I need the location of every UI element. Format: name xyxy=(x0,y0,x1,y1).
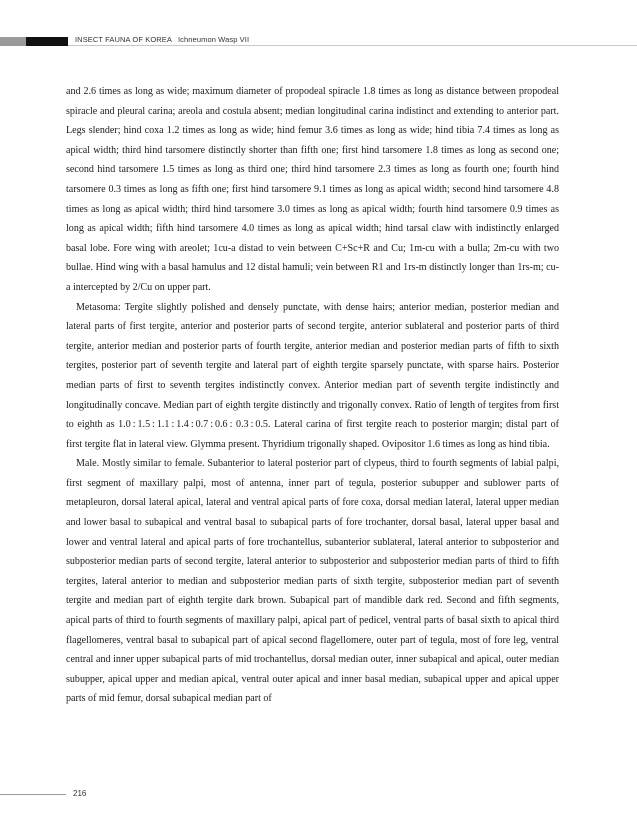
header-bar-grey xyxy=(0,37,26,46)
paragraph-metasoma: Metasoma: Tergite slightly polished and densely punctate, with dense hairs; anterior median, posterior median and lateral parts of first tergite, anterior and posterior parts of second tergite, anterior sublateral and posterior parts of third tergite, anterior median and posterior parts of fourth tergite, anterior median and posterior median parts of fifth to sixth tergites, posterior part of seventh tergite and lateral part of eighth tergite sparsely punctate, with sparse hairs. Posterior median parts of first to seventh tergites indistinctly convex. Anterior median part of seventh tergite indistinctly and longitudinally concave. Median part of eighth tergite distinctly and trigonally convex. Ratio of length of tergites from first to eighth as 1.0 : 1.5 : 1.1 : 1.4 : 0.7 : 0.6 : 0.3 : 0.5. Lateral carina of first tergite reach to posterior margin; distal part of first tergite flat in lateral view. Glymma present. Thyridium trigonally shaped. Ovipositor 1.6 times as long as hind tibia. xyxy=(66,301,559,450)
paragraph-male: Male. Mostly similar to female. Subanterior to lateral posterior part of clypeus, third to fourth segments of labial palpi, first segment of maxillary palpi, most of antenna, inner part of tegula, posterior subupper and sublower parts of metapleuron, dorsal lateral apical, lateral and ventral apical parts of fore coxa, dorsal median lateral, lateral upper median and lower basal to subapical and ventral basal to subapical parts of fore trochanter, dorsal basal, lateral upper basal and lower and ventral lateral and apical parts of fore trochantellus, subanterior sublateral, lateral anterior to subposterior and subposterior median parts of second tergite, lateral anterior to subposterior and subposterior median parts of third to fifth tergites, lateral anterior to median and subposterior median parts of sixth tergite, subposterior median part of seventh tergite and median part of eighth tergite dark brown. Subapical part of mandible dark red. Second and fifth segments, apical parts of third to fourth segments of maxillary palpi, apical part of pedicel, ventral parts of basal sixth to apical third flagellomeres, ventral basal to subapical part of apical second flagellomere, outer part of tegula, most of fore leg, ventral central and inner upper subapical parts of mid trochantellus, dorsal median outer, inner subapical and apical, outer median subupper, apical upper and median apical, ventral outer apical and inner basal median, subapical upper and apical upper parts of mid femur, dorsal subapical median part of xyxy=(66,458,559,705)
running-header xyxy=(75,35,249,44)
header-bar-black xyxy=(26,37,68,46)
body-text xyxy=(66,82,559,709)
paragraph-continuation: and 2.6 times as long as wide; maximum diameter of propodeal spiracle 1.8 times as long as distance between propodeal spiracle and pleural carina; areola and costula absent; median longitudinal carina indistinct and extending to anterior part. Legs slender; hind coxa 1.2 times as long as wide; hind femur 3.6 times as long as wide; hind tibia 7.4 times as long as apical width; third hind tarsomere distinctly shorter than fifth one; first hind tarsomere 1.8 times as long as second one; second hind tarsomere 1.5 times as long as third one; third hind tarsomere 2.3 times as long as fourth one; fourth hind tarsomere 0.3 times as long as fifth one; first hind tarsomere 9.1 times as long as apical width; second hind tarsomere 4.8 times as long as apical width; third hind tarsomere 3.0 times as long as apical width; fourth hind tarsomere 0.9 times as long as apical width; fifth hind tarsomere 4.0 times as long as apical width; hind tarsal claw with indistinctly enlarged basal lobe. Fore wing with areolet; 1cu-a distad to vein between C+Sc+R and Cu; 1m-cu with a bulla; 2m-cu with two bullae. Hind wing with a basal hamulus and 12 distal hamuli; vein between R1 and 1rs-m distinctly longer than 1rs-m; cu-a intercepted by 2/Cu on upper part. xyxy=(66,86,559,293)
header-volume: Ichneumon Wasp VII xyxy=(177,35,250,44)
page-number: 216 xyxy=(73,789,87,798)
header-series: INSECT FAUNA OF KOREA xyxy=(75,35,172,44)
footer-rule xyxy=(0,794,66,795)
header-rule xyxy=(68,45,637,46)
